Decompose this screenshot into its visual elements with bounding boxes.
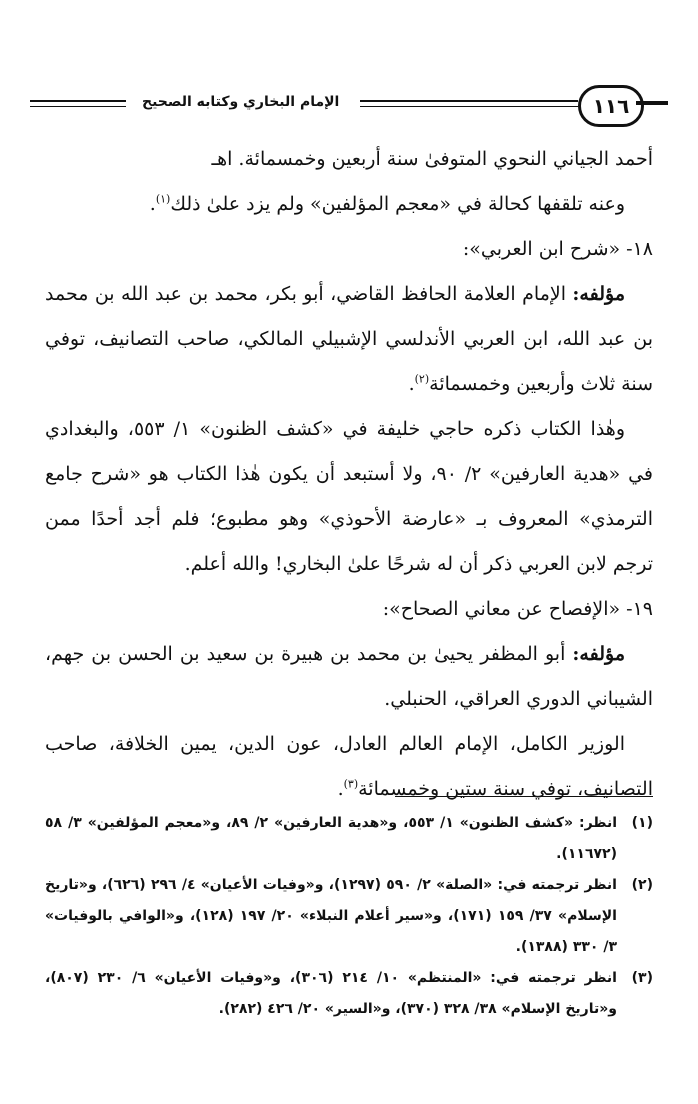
paragraph: وعنه تلقفها كحالة في «معجم المؤلفين» ولم يزد علىٰ ذلك$^{(١)}$. — [149, 192, 625, 215]
footnote-text: انظر ترجمته في: «الصلة» ٢/ ٥٩٠ (١٢٩٧)، و«وفيات الأعيان» ٤/ ٢٩٦ (٦٢٦)، و«تاريخ الإسلام» ٣٧/ ١٥٩ (١٧١)، و«سير أعلام النبلاء» ٢٠/ ١٩٧ (١٢٨)، و«الوافي بالوفيات» ٣/ ٣٣٠ (١٣٨٨). — [45, 877, 617, 955]
header-rule-left-thin — [30, 106, 126, 107]
author-label: مؤلفه: — [572, 643, 625, 665]
section-heading-19: ١٩- «الإفصاح عن معاني الصحاح»: — [382, 598, 653, 620]
section-heading-18: ١٨- «شرح ابن العربي»: — [462, 238, 653, 260]
author-label: مؤلفه: — [572, 283, 626, 305]
footnote-mark: (١) — [155, 192, 171, 206]
footnotes — [45, 808, 653, 1025]
footnote — [45, 963, 653, 1025]
footnote — [45, 870, 653, 963]
author-paragraph-18: مؤلفه: الإمام العلامة الحافظ القاضي، أبو بكر، محمد بن عبد الله بن محمد بن عبد الله، ابن العربي الأندلسي الإشبيلي المالكي، صاحب التصانيف، توفي سنة ثلاث وأربعين وخمسمائة$^{(٢)}$. — [45, 283, 653, 395]
footnote-number: (١) — [631, 815, 653, 831]
header-rule-right-thin — [360, 106, 578, 107]
header-rule-right — [360, 100, 578, 102]
page-number: ١١٦ — [578, 85, 644, 127]
paragraph: أحمد الجياني النحوي المتوفىٰ سنة أربعين وخمسمائة. اهـ — [211, 148, 653, 170]
footnote-number: (٣) — [631, 970, 653, 986]
paragraph: الوزير الكامل، الإمام العالم العادل، عون الدين، يمين الخلافة، صاحب التصانيف، توفي سنة ستين وخمسمائة$^{(٣)}$. — [45, 733, 653, 800]
footnote-text: انظر: «كشف الظنون» ١/ ٥٥٣، و«هدية العارفين» ٢/ ٨٩، و«معجم المؤلفين» ٣/ ٥٨ (١١٦٧٢). — [45, 815, 617, 862]
paragraph: وهٰذا الكتاب ذكره حاجي خليفة في «كشف الظنون» ١/ ٥٥٣، والبغدادي في «هدية العارفين» ٢/ ٩٠، ولا أستبعد أن يكون هٰذا الكتاب هو «شرح جامع الترمذي» المعروف بـ «عارضة الأحوذي» وهو مطبوع؛ فلم أجد أحدًا ممن ترجم لابن العربي ذكر أن له شرحًا علىٰ البخاري! والله أعلم. — [45, 418, 654, 575]
footnote-mark: (٢) — [414, 372, 430, 386]
footnote-separator — [395, 796, 653, 797]
author-paragraph-19: مؤلفه: أبو المظفر يحيىٰ بن محمد بن هبيرة بن سعيد بن الحسن بن جهم، الشيباني الدوري العراقي، الحنبلي. — [45, 643, 653, 710]
footnote-text: انظر ترجمته في: «المنتظم» ١٠/ ٢١٤ (٣٠٦)، و«وفيات الأعيان» ٦/ ٢٣٠ (٨٠٧)، و«تاريخ الإسلام» ٣٨/ ٣٢٨ (٣٧٠)، و«السير» ٢٠/ ٤٢٦ (٢٨٢). — [45, 970, 617, 1017]
footnote — [45, 808, 653, 870]
page-number-ornament — [636, 101, 668, 105]
footnote-number: (٢) — [631, 877, 653, 893]
main-text — [45, 137, 653, 812]
header-rule-left — [30, 100, 126, 102]
footnote-mark: (٣) — [343, 777, 359, 791]
running-header — [30, 82, 668, 126]
running-title: الإمام البخاري وكتابه الصحيح — [142, 94, 340, 110]
